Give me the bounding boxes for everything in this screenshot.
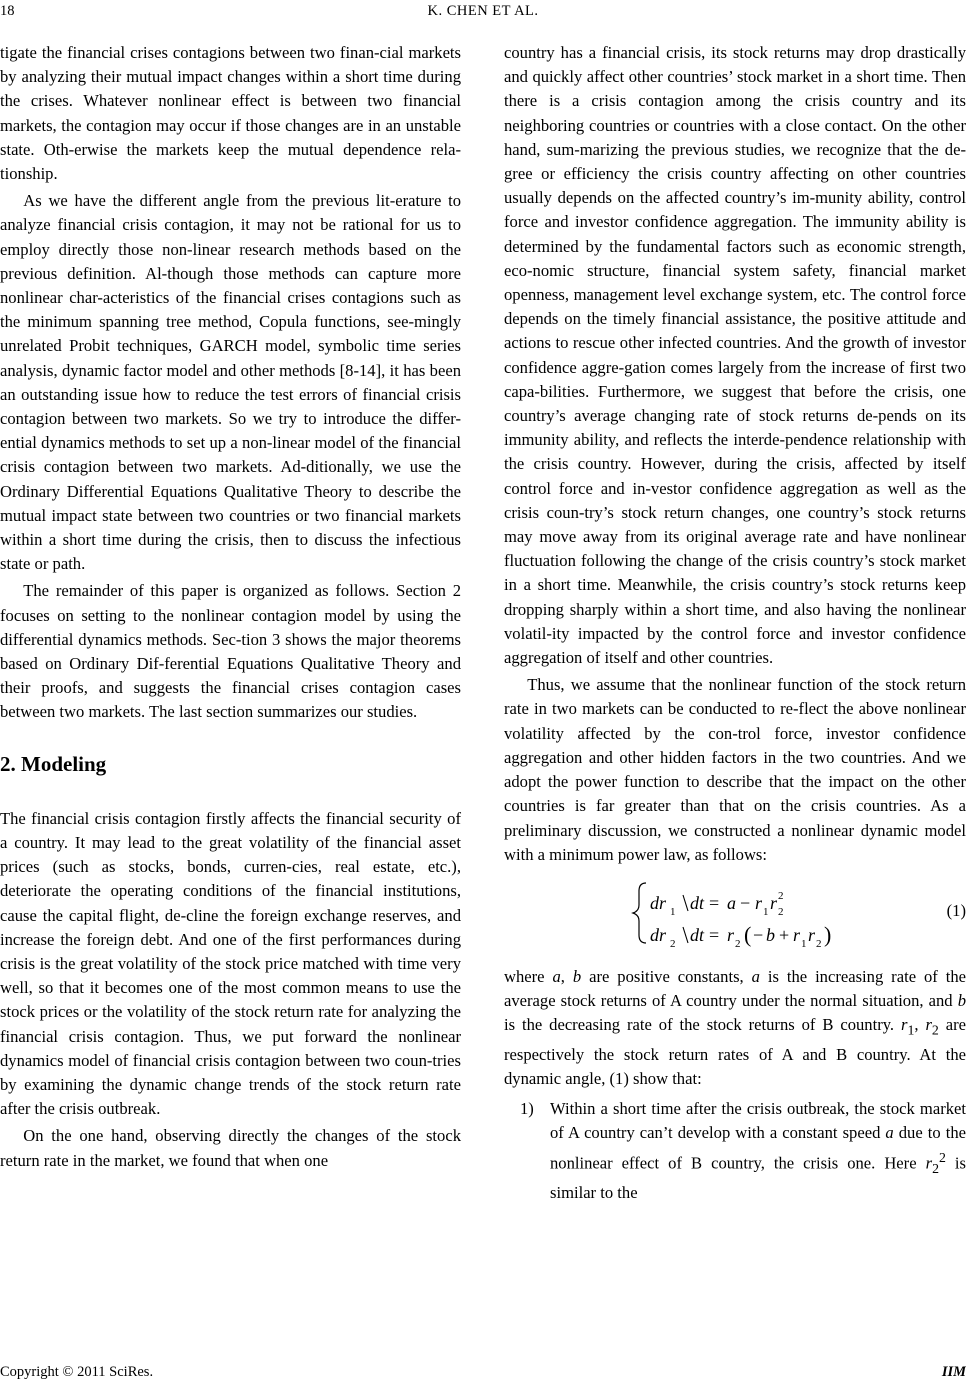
svg-text:1: 1 bbox=[801, 937, 807, 950]
svg-text:(: ( bbox=[744, 921, 752, 947]
paragraph: On the one hand, observing directly the changes of the stock return rate in the market, we found that when one bbox=[0, 1126, 461, 1170]
paragraph: As we have the different angle from the previous lit-erature to analyze financial crisis contagion, it may not be rational for us to employ directly those non-linear research methods based on the previous definition. Al-though those methods can capture more nonlinear char-acteristics of the financial crises contagions such as the minimum spanning tree method, Copula functions, see-mingly unrelated Probit techniques, GARCH model, symbolic time series analysis, dynamic factor model and other methods [8-14], it has been an outstanding issue how to reduce the test errors of financial crisis contagion between two markets. So we try to introduce the differ-ential dynamics methods to set up a non-linear model of the financial crisis contagion between two markets. Ad-ditionally, we use the Ordinary Differential Equations Qualitative Theory to describe the mutual impact state between two countries or two financial markets within a short time during the crisis, then to discuss the infectious state or path. bbox=[0, 191, 461, 574]
svg-text:dt: dt bbox=[690, 892, 705, 913]
svg-text:): ) bbox=[824, 921, 832, 947]
svg-text:2: 2 bbox=[778, 889, 784, 902]
svg-text:1: 1 bbox=[670, 905, 676, 918]
page-header bbox=[0, 3, 966, 25]
page-footer bbox=[0, 1364, 966, 1386]
svg-text:r: r bbox=[727, 924, 735, 945]
page-number: 18 bbox=[0, 3, 15, 19]
paragraph: The financial crisis contagion firstly affects the financial security of a country. It may lead to the great volatility of the financial asset prices (such as stocks, bonds, curren-cies, real estate, etc.), deteriorate the operating conditions of the financial institutions, cause the capital flight, de-cline the foreign exchange reserves, and increase the foreign debt. And one of the first performances during crisis is the great volatility of the stock price matched with time very well, so that it becomes one of the most common means to use the stock prices or the volatility of the stock return rate for analyzing the financial crisis contagion. Thus, we put forward the nonlinear dynamics model of financial crisis contagion between two coun-tries by examining the dynamic change trends of the stock return rate after the crisis outbreak. bbox=[0, 808, 461, 1119]
section-heading: 2. Modeling bbox=[0, 751, 107, 776]
svg-text:2: 2 bbox=[670, 937, 676, 950]
svg-text:dt: dt bbox=[690, 924, 705, 945]
svg-text:2: 2 bbox=[735, 937, 741, 950]
svg-text:r: r bbox=[770, 892, 778, 913]
svg-text:r: r bbox=[808, 924, 816, 945]
svg-text:r: r bbox=[755, 892, 763, 913]
paragraph: tigate the financial crises contagions between two finan-cial markets by analyzing their mutual impact changes within a short time during the crises. Whatever nonlinear effect is between two financial markets, the contagion may occur if those changes are in an unstable state. Oth-erwise the markets keep the mutual dependence rela-tionship. bbox=[0, 43, 461, 184]
paragraph: where a, b are positive constants, a is the increasing rate of the average stock returns of A country under the normal situation, and b is the decreasing rate of the stock returns of B country. $r_1$, $r_2$ are respectively the stock return rates of A and B country. At the dynamic angle, (1) show that: bbox=[504, 966, 966, 1089]
list-item: 1) Within a short time after the crisis outbreak, the stock market of A country can’t develop with a constant speed a due to the nonlinear effect of B country, the crisis one. Here $r_2^2$ is similar to the bbox=[520, 1099, 966, 1202]
running-title: K. CHEN ET AL. bbox=[427, 3, 539, 19]
equation-system bbox=[504, 871, 904, 955]
svg-text:a: a bbox=[727, 892, 736, 913]
svg-text:=: = bbox=[709, 892, 720, 913]
left-column bbox=[0, 41, 461, 1173]
paragraph: Thus, we assume that the nonlinear function of the stock return rate in two markets can be conducted to re-flect the above nonlinear volatility affected by the con-trol force, investor confidence aggregation and other hidden factors in the two countries. And we adopt the power function to describe that the impact on the other countries is far greater than that on the crisis countries. As a preliminary discussion, we constructed a nonlinear dynamic model with a minimum power law, as follows: bbox=[504, 675, 966, 864]
svg-text:−: − bbox=[740, 892, 751, 913]
journal-abbreviation: IIM bbox=[941, 1364, 966, 1380]
paragraph: country has a financial crisis, its stock returns may drop drastically and quickly affect other countries’ stock market in a short time. Then there is a crisis contagion among the crisis country and its neighboring countries or countries with a close contact. On the other hand, sum-marizing the previous studies, we recognize that the de-gree or efficiency the crisis country affecting on other countries usually depends on the affected country’s im-munity ability, control force and investor confidence aggregation. The immunity ability is determined by the fundamental factors such as economic strength, eco-nomic structure, financial system safety, financial market openness, management level exchange system, etc. The control force depends on the timely financial assistance, the positive attitude and actions to rescue other infected countries. And the growth of investor confidence aggre-gation comes largely from the increase of first two capa-bilities. Furthermore, we suggest that before the crisis, one country’s average changing rate of stock returns de-pends on its immunity ability, and reflects the interde-pendence relationship with the crisis country. However, during the crisis, affected by itself control force and in-vestor confidence aggregation as well as the crisis coun-try’s stock return changes, one country’s stock returns may move away from its original average rate and have nonlinear fluctuation following the change of the crisis country’s stock market in a short time. Meanwhile, the crisis country’s stock returns keep dropping sharply within a short time, and also having the nonlinear volatil-ity impacted by the control force and investor confidence aggregation of itself and other countries. bbox=[504, 43, 966, 668]
svg-text:+: + bbox=[779, 924, 790, 945]
equation-1 bbox=[504, 871, 966, 955]
svg-text:2: 2 bbox=[816, 937, 822, 950]
svg-text:dr: dr bbox=[650, 924, 667, 945]
svg-text:b: b bbox=[766, 924, 775, 945]
copyright-notice: Copyright © 2011 SciRes. bbox=[0, 1364, 154, 1380]
left-brace bbox=[633, 883, 646, 943]
equation-number: (1) bbox=[946, 900, 966, 920]
svg-text:r: r bbox=[793, 924, 801, 945]
right-column bbox=[504, 41, 966, 1205]
svg-text:−: − bbox=[753, 924, 764, 945]
svg-text:1: 1 bbox=[763, 905, 769, 918]
svg-text:2: 2 bbox=[778, 905, 784, 918]
svg-text:=: = bbox=[709, 924, 720, 945]
svg-text:dr: dr bbox=[650, 892, 667, 913]
enumerated-list bbox=[504, 1097, 966, 1205]
paragraph: The remainder of this paper is organized as follows. Section 2 focuses on setting to the nonlinear contagion model by using the differential dynamics methods. Sec-tion 3 shows the major theorems based on Ordinary Dif-ferential Equations Qualitative Theory and their proofs, and suggests the financial crises contagion cases between two markets. The last section summarizes our studies. bbox=[0, 581, 461, 722]
